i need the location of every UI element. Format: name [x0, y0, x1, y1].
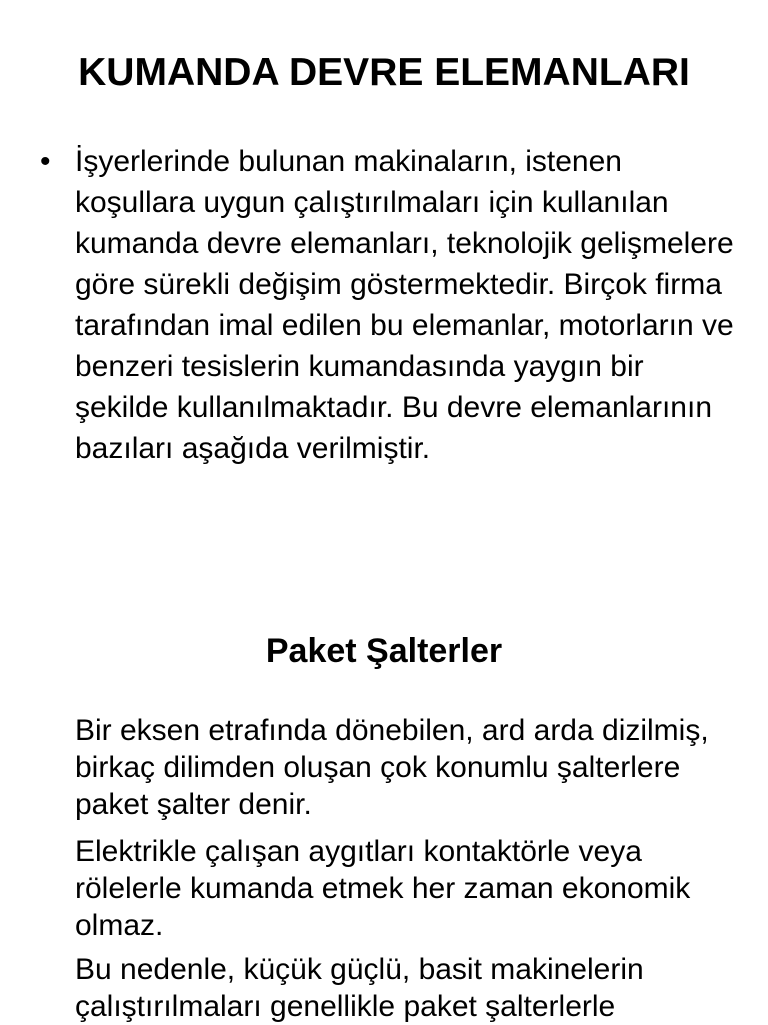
page-title: KUMANDA DEVRE ELEMANLARI — [78, 51, 690, 94]
body-paragraph-2: Elektrikle çalışan aygıtları kontaktörle veya rölelerle kumanda etmek her zaman ekonomik olmaz. — [75, 835, 691, 942]
intro-bullet — [40, 141, 740, 469]
section-heading: Paket Şalterler — [265, 632, 503, 670]
body-paragraph-3: Bu nedenle, küçük güçlü, basit makinelerin çalıştırılmaları genellikle paket şalterlerle — [75, 953, 644, 1023]
bullet-point-icon: • — [40, 145, 51, 178]
intro-paragraph: İşyerlerinde bulunan makinaların, istenen koşullara uygun çalıştırılmaları için kullanılan kumanda devre elemanları, teknolojik gelişmelere göre sürekli değişim göstermektedir. Birçok firma tarafından imal edilen bu elemanlar, motorların ve benzeri tesislerin kumandasında yaygın bir şekilde kullanılmaktadır. Bu devre elemanlarının bazıları aşağıda verilmiştir. — [75, 145, 734, 465]
body-paragraph-1: Bir eksen etrafında dönebilen, ard arda dizilmiş, birkaç dilimden oluşan çok konumlu şalterlere paket şalter denir. — [75, 714, 709, 821]
